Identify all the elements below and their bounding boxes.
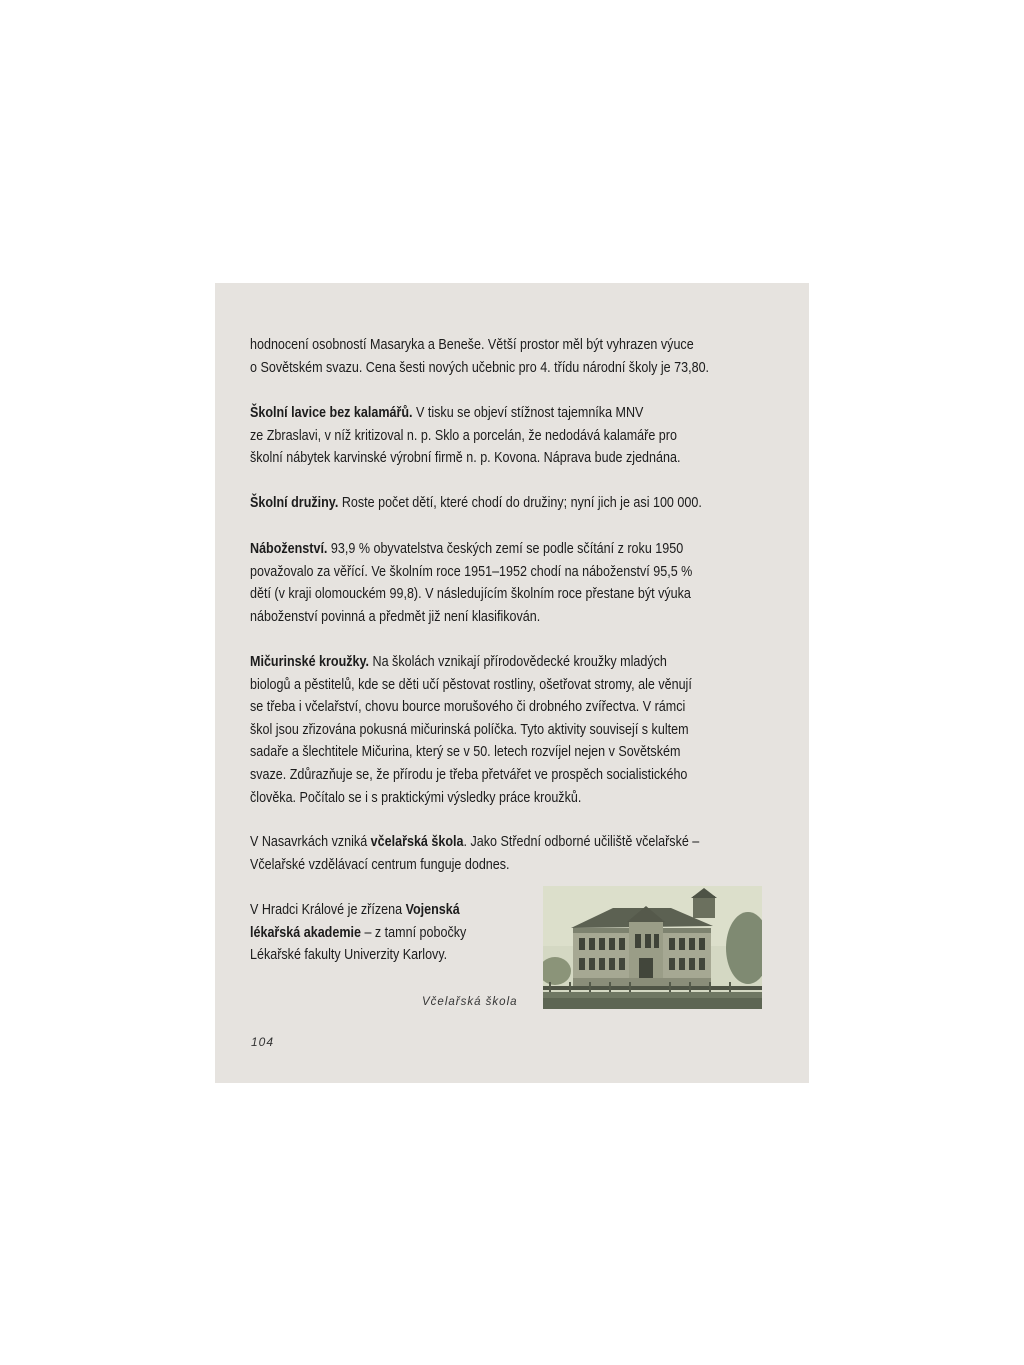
school-building-photo [543, 886, 762, 1009]
text-line: škol jsou zřizována pokusná mičurinská políčka. Tyto aktivity souvisejí s kultem [250, 721, 689, 738]
paragraph-micurinske-krouzky [250, 651, 779, 809]
paragraph-heading: Mičurinské kroužky. [250, 654, 370, 670]
text-line: hodnocení osobností Masaryka a Beneše. Větší prostor měl být vyhrazen výuce [250, 337, 694, 353]
text-line: 93,9 % obyvatelstva českých zemí se podle sčítání z roku 1950 [327, 541, 684, 557]
text-line: náboženství povinná a předmět již není klasifikován. [250, 608, 541, 625]
paragraph-skolni-lavice [250, 402, 779, 470]
text-line: Lékařské fakulty Univerzity Karlovy. [250, 947, 448, 964]
text-line: sadaře a šlechtitele Mičurina, který se v 50. letech rozvíjel nejen v Sovětském [250, 744, 681, 761]
text-line: považovalo za věřící. Ve školním roce 1951–1952 chodí na náboženství 95,5 % [250, 563, 693, 580]
text-line: člověka. Počítalo se i s praktickými výsledky práce kroužků. [250, 789, 582, 806]
bold-term: včelařská škola [370, 834, 464, 850]
text-line: o Sovětském svazu. Cena šesti nových učebnic pro 4. třídu národní školy je 73,80. [250, 359, 710, 376]
text-line: V tisku se objeví stížnost tajemníka MNV [412, 405, 644, 421]
text-line: se třeba i včelařství, chovu bource morušového či drobného zvířectva. V rámci [250, 699, 686, 716]
bold-term: Vojenská [405, 902, 460, 918]
photo-caption: Včelařská škola [422, 996, 518, 1008]
text-line: Včelařské vzdělávací centrum funguje dodnes. [250, 856, 510, 873]
text-line: dětí (v kraji olomouckém 99,8). V následujícím školním roce přestane být výuka [250, 586, 691, 603]
paragraph-nabozenstvi [250, 538, 779, 628]
text-line: . Jako Střední odborné učiliště včelařské – [463, 834, 700, 850]
text-line: Roste počet dětí, které chodí do družiny; nyní jich je asi 100 000. [338, 495, 702, 511]
paragraph-heading: Školní lavice bez kalamářů. [250, 405, 413, 421]
text-line: ze Zbraslavi, v níž kritizoval n. p. Sklo a porcelán, že nedodává kalamáře pro [250, 427, 677, 444]
text-line: V Hradci Králové je zřízena [250, 902, 406, 918]
paragraph-skolni-druziny [250, 492, 779, 515]
paragraph-intro [250, 334, 779, 379]
paragraph-heading: Náboženství. [250, 541, 328, 557]
text-line: V Nasavrkách vzniká [250, 834, 371, 850]
paragraph-vcelarska-skola [250, 831, 779, 876]
text-line: biologů a pěstitelů, kde se děti učí pěstovat rostliny, ošetřovat stromy, ale věnují [250, 676, 692, 693]
book-page [215, 283, 809, 1083]
text-line: Na školách vznikají přírodovědecké kroužky mladých [369, 654, 667, 670]
text-line: svaze. Zdůrazňuje se, že přírodu je třeba přetvářet ve prospěch socialistického [250, 766, 688, 783]
text-line: školní nábytek karvinské výrobní firmě n. p. Kovona. Náprava bude zjednána. [250, 450, 681, 467]
paragraph-heading: Školní družiny. [250, 495, 339, 511]
text-line: – z tamní pobočky [360, 924, 467, 941]
page-number: 104 [251, 1035, 275, 1049]
bold-term: lékařská akademie [250, 924, 361, 941]
